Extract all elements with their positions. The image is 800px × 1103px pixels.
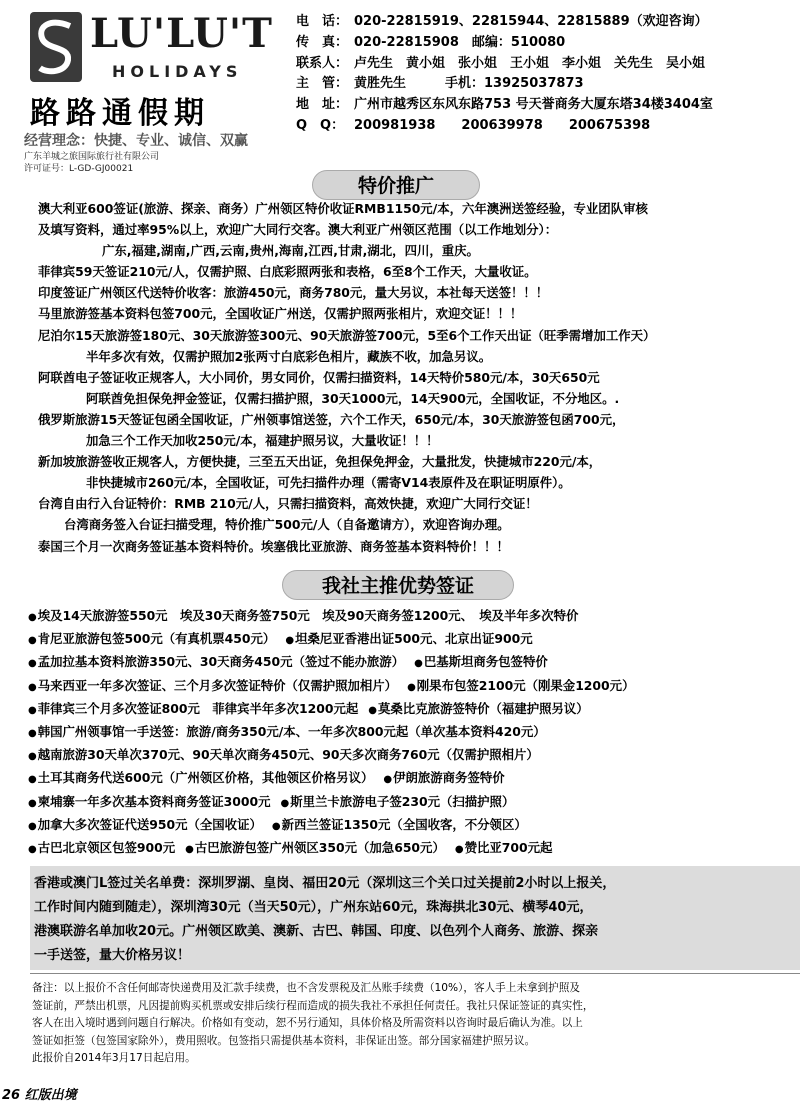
offer-line: 台湾商务签入台证扫描受理，特价推广500元/人（自备邀请方），欢迎咨询办理。 — [64, 517, 510, 533]
contact-row — [296, 33, 796, 54]
offer-line: 澳大利亚600签证(旅游、探亲、商务）广州领区特价收证RMB1150元/本，六年澳洲送签经验，专业团队审核 — [38, 201, 648, 216]
visa-item: 韩国广州领事馆一手送签：旅游/商务350元/本、一年多次800元起（单次基本资料420元） — [37, 723, 546, 739]
brand-chinese-name: 路路通假期 — [30, 96, 210, 131]
offer-line: 尼泊尔15天旅游签180元、30天旅游签300元、90天旅游签700元，5至6个工作天出证（旺季需增加工作天） — [38, 327, 656, 343]
company-logo-block — [24, 8, 280, 174]
offer-line: 台湾自由行入台证特价：RMB 210元/人，只需扫描资料，高效快捷，欢迎广大同行交证！ — [38, 496, 538, 512]
remark-line: 签证前，严禁出机票，凡因提前购买机票或安排后续行程而造成的损失我社不承担任何责任。我社只保证签证的真实性， — [32, 999, 594, 1012]
contact-label: 电 话： — [296, 14, 349, 29]
remark-line: 备注：以上报价不含任何邮寄快递费用及汇款手续费，也不含发票税及汇丛账手续费（10%），客人手上未拿到护照及 — [32, 982, 580, 994]
hk-macau-notice-box — [30, 866, 800, 970]
contact-value: 020-22815919、22815944、22815889（欢迎咨询） — [354, 14, 708, 29]
bullet-icon: ● — [185, 843, 194, 855]
contact-row — [296, 74, 796, 95]
visa-item: 肯尼亚旅游包签500元（有真机票450元） — [37, 631, 276, 647]
notice-line: 工作时间内随到随走），深圳湾30元（当天50元），广州东站60元，珠海拱北30元、横琴40元， — [34, 900, 593, 915]
contact-info — [296, 12, 796, 137]
visa-row — [28, 650, 796, 673]
bullet-icon: ● — [28, 727, 37, 739]
visa-item: 赞比亚700元起 — [464, 839, 553, 855]
visa-item: 古巴旅游包签广州领区350元（加急650元） — [194, 839, 445, 855]
visa-item: 古巴北京领区包签900元 — [37, 839, 176, 855]
contact-label: 传 真： — [296, 34, 349, 50]
offer-line: 阿联酋免担保免押金签证，仅需扫描护照，30天1000元，14天900元，全国收证，不分地区。. — [86, 390, 620, 406]
offer-line: 非快捷城市260元/本，全国收证，可先扫描件办理（需寄V14表原件及在职证明原件）。 — [86, 475, 571, 491]
visa-item: 加拿大多次签证代送950元（全国收证） — [37, 816, 262, 832]
company-name: 广东羊城之旅国际旅行社有限公司 — [24, 152, 160, 162]
license-number: 许可证号：L-GD-GJ00021 — [24, 164, 134, 174]
offer-line: 菲律宾59天签证210元/人，仅需护照、白底彩照两张和表格，6至8个工作天，大量收证。 — [38, 264, 537, 280]
contact-row — [296, 95, 796, 116]
contact-value: 广州市越秀区东风东路753 号天誉商务大厦东塔34楼3404室 — [354, 97, 713, 113]
visa-row — [28, 766, 796, 789]
visa-item: 菲律宾三个月多次签证800元 菲律宾半年多次1200元起 — [37, 700, 359, 716]
bullet-icon: ● — [271, 820, 281, 832]
bullet-icon: ● — [414, 658, 423, 670]
remarks-notes — [32, 980, 796, 1068]
special-offers-heading: 特价推广 — [312, 170, 480, 200]
offer-line: 新加坡旅游签收正规客人，方便快捷，三至五天出证，免担保免押金，大量批发，快捷城市220元/本， — [38, 454, 602, 470]
contact-row — [296, 12, 796, 33]
visa-row — [28, 674, 796, 697]
bullet-icon: ● — [28, 681, 37, 693]
divider — [30, 973, 800, 974]
notice-line: 一手送签，量大价格另议！ — [34, 948, 191, 963]
featured-visas-list — [28, 604, 796, 859]
bullet-icon: ● — [28, 774, 37, 786]
visa-row — [28, 790, 796, 813]
visa-item: 新西兰签证1350元（全国收客，不分领区） — [281, 816, 527, 832]
visa-item: 柬埔寨一年多次基本资料商务签证3000元 — [37, 793, 271, 809]
notice-line: 香港或澳门L签过关名单费：深圳罗湖、皇岗、福田20元（深圳这三个关口过关提前2小时以上报关， — [34, 876, 616, 891]
remark-line: 客人在出入境时遇到问题自行解决。价格如有变动，恕不另行通知，具体价格及所需资料以咨询时最后确认为准。以上 — [32, 1017, 583, 1029]
bullet-icon: ● — [454, 843, 464, 855]
visa-item: 土耳其商务代送600元（广州领区价格，其他领区价格另议） — [37, 770, 374, 786]
contact-label: Q Q： — [296, 117, 345, 133]
page-footer: 26 红版出境 — [2, 1088, 77, 1103]
visa-row — [28, 627, 796, 650]
company-info — [24, 151, 159, 175]
visa-item: 孟加拉基本资料旅游350元、30天商务450元（签过不能办旅游） — [37, 654, 405, 670]
visa-item: 越南旅游30天单次370元、90天单次商务450元、90天多次商务760元（仅需护照相片） — [37, 747, 539, 763]
bullet-icon: ● — [28, 751, 37, 763]
contact-value: 黄胜先生 手机：13925037873 — [354, 76, 584, 92]
contact-value: 200981938 200639978 200675398 — [354, 117, 651, 133]
visa-item: 斯里兰卡旅游电子签230元（扫描护照） — [290, 793, 515, 809]
contact-label: 联系人： — [296, 55, 349, 71]
contact-value: 卢先生 黄小姐 张小姐 王小姐 李小姐 关先生 吴小姐 — [354, 55, 706, 71]
contact-value: 020-22815908 邮编：510080 — [354, 34, 566, 50]
visa-row — [28, 604, 796, 627]
visa-item: 坦桑尼亚香港出证500元、北京出证900元 — [295, 631, 533, 647]
visa-item: 莫桑比克旅游签特价（福建护照另议） — [378, 700, 589, 716]
bullet-icon: ● — [383, 774, 393, 786]
offer-line: 马里旅游签基本资料包签700元，全国收证广州送，仅需护照两张相片，欢迎交证！！！ — [38, 306, 523, 322]
contact-label: 主 管： — [296, 76, 349, 92]
offer-line: 广东,福建,湖南,广西,云南,贵州,海南,江西,甘肃,湖北，四川，重庆。 — [102, 243, 479, 259]
visa-row — [28, 743, 796, 766]
offer-line: 阿联酋电子签证收正规客人，大小同价，男女同价，仅需扫描资料，14天特价580元/本，30天650元 — [38, 369, 600, 385]
brand-name: LU'LU'T — [90, 10, 273, 57]
bullet-icon: ● — [28, 635, 37, 647]
visa-item: 埃及14天旅游签550元 埃及30天商务签750元 埃及90天商务签1200元、 埃及半年多次特价 — [37, 608, 579, 623]
visa-row — [28, 720, 796, 743]
visa-item: 刚果布包签2100元（刚果金1200元） — [416, 677, 635, 693]
visa-row — [28, 697, 796, 720]
offer-line: 俄罗斯旅游15天签证包函全国收证，广州领事馆送签，六个工作天，650元/本，30天旅游签包函700元， — [38, 411, 625, 427]
offer-line: 加急三个工作天加收250元/本，福建护照另议，大量收证！！！ — [86, 433, 439, 449]
bullet-icon: ● — [28, 658, 37, 670]
contact-label: 地 址： — [296, 97, 349, 113]
bullet-icon: ● — [28, 704, 37, 716]
visa-row — [28, 813, 796, 836]
notice-line: 港澳联游名单加收20元。广州领区欧美、澳新、古巴、韩国、印度、以色列个人商务、旅游、探亲 — [34, 924, 599, 939]
visa-item: 伊朗旅游商务签特价 — [393, 770, 505, 786]
offer-line: 印度签证广州领区代送特价收客：旅游450元，商务780元，量大另议，本社每天送签！！！ — [38, 285, 549, 301]
bullet-icon: ● — [285, 635, 295, 647]
bullet-icon: ● — [280, 797, 290, 809]
remark-line: 此报价自2014年3月17日起启用。 — [32, 1052, 196, 1064]
featured-visas-heading: 我社主推优势签证 — [282, 570, 514, 600]
visa-row — [28, 836, 796, 859]
logo-s-mark-icon — [30, 12, 82, 82]
bullet-icon: ● — [368, 704, 378, 716]
bullet-icon: ● — [28, 797, 37, 809]
remark-line: 签证如拒签（包签国家除外），费用照收。包签指只需提供基本资料，非保证出签。部分国家福建护照另议。 — [32, 1034, 536, 1047]
bullet-icon: ● — [28, 820, 37, 832]
offer-line: 及填写资料，通过率95%以上，欢迎广大同行交客。澳大利亚广州领区范围（以工作地划分）： — [38, 222, 558, 238]
bullet-icon: ● — [407, 681, 416, 693]
visa-item: 马来西亚一年多次签证、三个月多次签证特价（仅需护照加相片） — [37, 677, 398, 693]
contact-row — [296, 116, 796, 137]
contact-row — [296, 54, 796, 75]
brand-subtitle: HOLIDAYS — [112, 62, 243, 81]
business-motto: 经营理念：快捷、专业、诚信、双赢 — [24, 133, 248, 149]
visa-item: 巴基斯坦商务包签特价 — [423, 654, 548, 670]
bullet-icon: ● — [28, 843, 37, 855]
special-offers-list — [38, 198, 796, 557]
offer-line: 半年多次有效，仅需护照加2张两寸白底彩色相片，藏族不收，加急另议。 — [86, 348, 492, 364]
bullet-icon: ● — [28, 612, 37, 623]
offer-line: 泰国三个月一次商务签证基本资料特价。埃塞俄比亚旅游、商务签基本资料特价！！！ — [38, 538, 509, 554]
